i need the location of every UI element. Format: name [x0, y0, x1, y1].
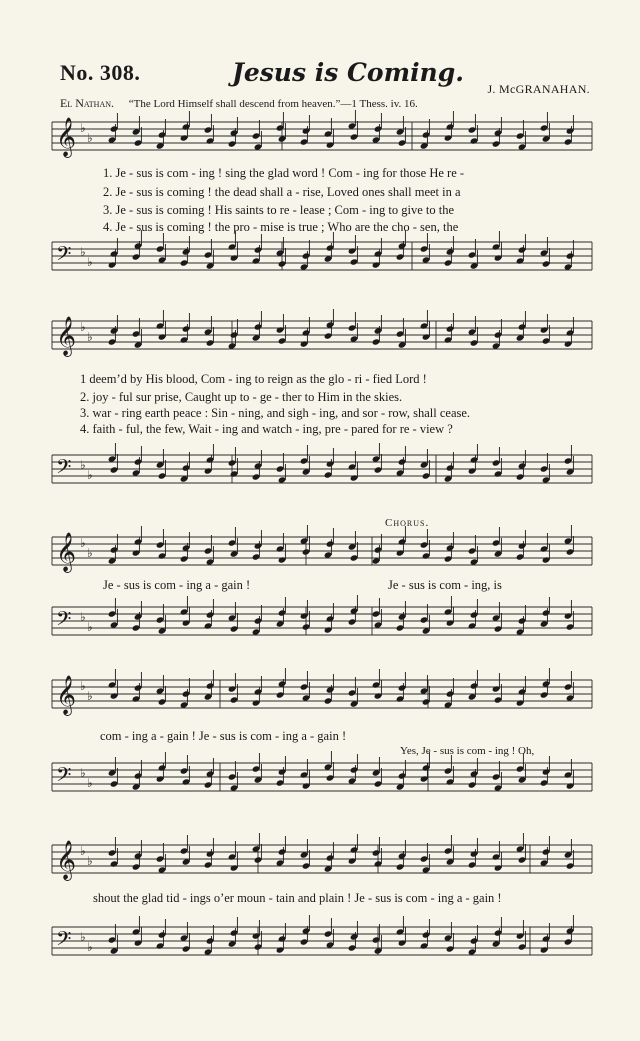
chorus-line-3: shout the glad tid - ings o’er moun - tain and plain ! Je - sus is com - ing a - gain !: [93, 891, 502, 905]
flat-icon: ♭: [87, 854, 93, 868]
chorus-line-1-right: Je - sus is com - ing, is: [388, 578, 502, 592]
chorus-line-2: com - ing a - gain ! Je - sus is com - ing a - gain !: [100, 729, 347, 743]
flat-icon: ♭: [80, 844, 86, 858]
chorus-line-2-bass: Yes, Je - sus is com - ing ! Oh,: [400, 745, 535, 757]
treble-clef-icon: 𝄞: [56, 117, 77, 157]
flat-icon: ♭: [87, 546, 93, 560]
verse-4-line-1: 4. Je - sus is coming ! the pro - mise is true ; Who are the cho - sen, the: [103, 220, 459, 234]
verse-1-line-2: 1 deem’d by His blood, Com - ing to reign as the glo - ri - fied Lord !: [80, 372, 427, 386]
flat-icon: ♭: [80, 320, 86, 334]
flat-icon: ♭: [80, 121, 86, 135]
treble-clef-icon: 𝄞: [56, 532, 77, 572]
flat-icon: ♭: [87, 620, 93, 634]
hymn-number: No. 308.: [60, 60, 141, 85]
flat-icon: ♭: [80, 245, 86, 259]
verse-2-line-1: 2. Je - sus is coming ! the dead shall a - rise, Loved ones shall meet in a: [103, 185, 461, 199]
bass-clef-icon: 𝄢: [56, 607, 72, 635]
flat-icon: ♭: [87, 940, 93, 954]
hymn-title: Jesus is Coming.: [232, 58, 464, 87]
flat-icon: ♭: [87, 689, 93, 703]
flat-icon: ♭: [87, 255, 93, 269]
verse-3-line-1: 3. Je - sus is coming ! His saints to re - lease ; Com - ing to give to the: [103, 203, 454, 217]
flat-icon: ♭: [87, 330, 93, 344]
chorus-label: Chorus.: [385, 517, 430, 529]
bass-clef-icon: 𝄢: [56, 763, 72, 791]
chorus-line-1-left: Je - sus is com - ing a - gain !: [103, 578, 251, 592]
verse-1-line-1: 1. Je - sus is com - ing ! sing the glad word ! Com - ing for those He re -: [103, 166, 465, 180]
flat-icon: ♭: [80, 610, 86, 624]
verse-3-line-2: 3. war - ring earth peace : Sin - ning, and sigh - ing, and sor - row, shall cease.: [80, 406, 471, 420]
verse-2-line-2: 2. joy - ful sur prise, Caught up to - ge - ther to Him in the skies.: [80, 390, 403, 404]
bass-clef-icon: 𝄢: [56, 927, 72, 955]
treble-clef-icon: 𝄞: [56, 675, 77, 715]
bass-clef-icon: 𝄢: [56, 455, 72, 483]
flat-icon: ♭: [80, 930, 86, 944]
flat-icon: ♭: [87, 131, 93, 145]
flat-icon: ♭: [87, 776, 93, 790]
verse-4-line-2: 4. faith - ful, the few, Wait - ing and watch - ing, pre - pared for re - view ?: [80, 422, 453, 436]
author-credit: El Nathan.: [60, 96, 114, 110]
flat-icon: ♭: [87, 468, 93, 482]
flat-icon: ♭: [80, 458, 86, 472]
flat-icon: ♭: [80, 536, 86, 550]
bass-clef-icon: 𝄢: [56, 242, 72, 270]
treble-clef-icon: 𝄞: [56, 840, 77, 880]
composer-credit: J. McGRANAHAN.: [487, 82, 590, 96]
treble-clef-icon: 𝄞: [56, 316, 77, 356]
flat-icon: ♭: [80, 766, 86, 780]
scripture-reference: “The Lord Himself shall descend from heaven.”—1 Thess. iv. 16.: [128, 98, 418, 110]
flat-icon: ♭: [80, 679, 86, 693]
